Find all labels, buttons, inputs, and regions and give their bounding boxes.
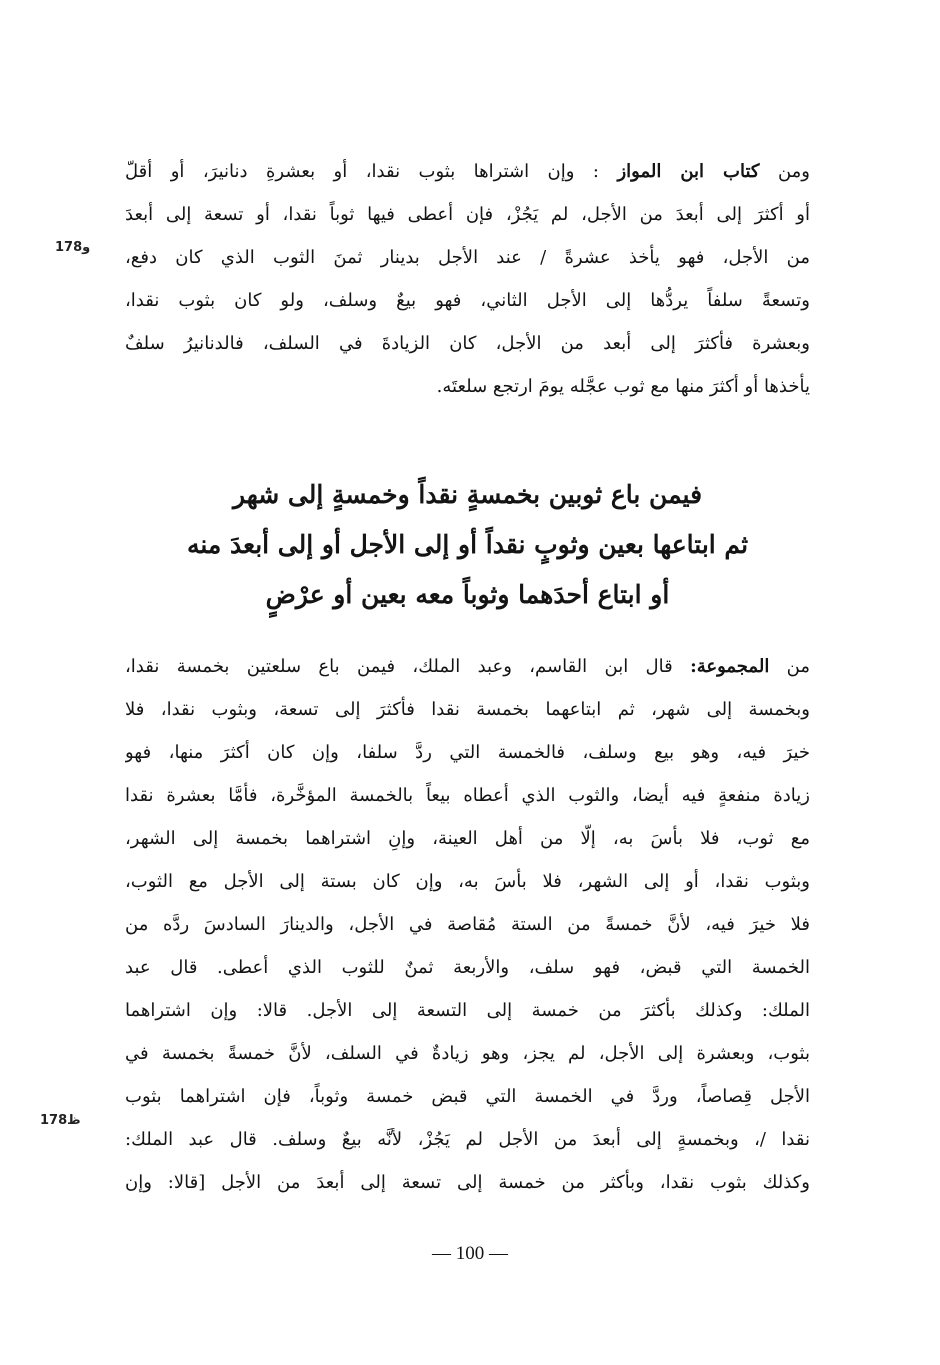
text-line: مع ثوب، فلا بأسَ به، إلّا من أهل العينة، وإنِ اشتراهما بخمسة إلى الشهر، <box>125 828 810 849</box>
text-line: الأجل قِصاصاً، وردَّ في الخمسة التي قبض خمسة وثوباً، فإن اشتراهما بثوب <box>125 1086 810 1107</box>
text-line: بثوب، وبعشرة إلى الأجل، لم يجز، وهو زيادةٌ في السلف، لأنَّ خمسةً بخمسة في <box>125 1043 810 1064</box>
page-number: — 100 — <box>432 1243 508 1264</box>
source-title: المجموعة: <box>690 656 770 677</box>
line-lead: ومن <box>777 161 810 182</box>
text-line: نقدا /، وبخمسةٍ إلى أبعدَ من الأجل لم يَجُزْ، لأنَّه بيعٌ وسلف. قال عبد الملك: <box>125 1129 810 1150</box>
heading-line: ثم ابتاعها بعين وثوبٍ نقداً أو إلى الأجل أو إلى أبعدَ منه <box>186 530 749 559</box>
folio-marker: 178و <box>55 240 91 255</box>
text-line: يأخذها أو أكثرَ منها مع ثوب عجَّله يومَ ارتجع سلعتَه. <box>436 376 810 397</box>
text-line: فلا خيرَ فيه، لأنَّ خمسةً من الستة مُقاصة في الأجل، والدينارَ السادسَ ردَّه من <box>125 914 810 935</box>
paragraph-al-majmuah <box>125 645 810 1204</box>
folio-marker: 178ظ <box>40 1113 81 1128</box>
text-line: وبثوب نقدا، أو إلى الشهر، فلا بأسَ به، وإن كان بستة إلى الأجل مع الثوب، <box>125 871 810 892</box>
text-line: خيرَ فيه، وهو بيع وسلف، فالخمسة التي ردَّ سلفا، وإن كان أكثرَ منها، فهو <box>125 742 810 763</box>
source-title: كتاب ابن المواز <box>617 161 760 182</box>
line-text: : وإن اشتراها بثوب نقدا، أو بعشرةِ دنانيرَ، أو أقلّ <box>125 161 599 182</box>
text-line <box>125 645 810 688</box>
heading-line: فيمن باع ثوبين بخمسةٍ نقداً وخمسةٍ إلى شهر <box>232 480 703 509</box>
text-line: أو أكثرَ إلى أبعدَ من الأجل، لم يَجُزْ، فإن أعطى فيها ثوباً نقدا، أو تسعة إلى أبعدَ <box>125 204 810 225</box>
text-line: وبعشرة فأكثرَ إلى أبعد من الأجل، كان الزيادةَ في السلف، فالدنانيرُ سلفٌ <box>125 333 810 354</box>
text-line: وكذلك بثوب نقدا، وبأكثر من خمسة إلى تسعة إلى أبعدَ من الأجل [قالا: وإن <box>125 1172 810 1193</box>
text-line: وتسعةً سلفاً يردُّها إلى الأجل الثاني، فهو بيعٌ وسلف، ولو كان بثوب نقدا، <box>125 290 810 311</box>
paragraph-ibn-al-mawwaz <box>125 150 810 408</box>
text-line: من الأجل، فهو يأخذ عشرةً / عند الأجل بدينار ثمنَ الثوب الذي كان دفع، <box>125 247 810 268</box>
text-line: الملك: وكذلك بأكثرَ من خمسة إلى التسعة إلى الأجل. قالا: وإن اشتراهما <box>125 1000 810 1021</box>
line-lead: من <box>786 656 810 677</box>
line-text: قال ابن القاسم، وعبد الملك، فيمن باع سلعتين بخمسة نقدا، <box>125 656 673 677</box>
text-line: الخمسة التي قبض، فهو سلف، والأربعة ثمنٌ للثوب الذي أعطى. قال عبد <box>125 957 810 978</box>
section-heading <box>125 470 810 620</box>
text-line: وبخمسة إلى شهر، ثم ابتاعهما بخمسة نقدا فأكثرَ إلى تسعة، وبثوب نقدا، فلا <box>125 699 810 720</box>
text-line <box>125 150 810 193</box>
heading-line: أو ابتاع أحدَهما وثوباً معه بعين أو عرْضٍ <box>265 580 670 609</box>
text-line: زيادة منفعةٍ فيه أيضا، والثوب الذي أعطاه بيعاً بالخمسة المؤخَّرة، فأمَّا بعشرة نقدا <box>125 785 810 806</box>
